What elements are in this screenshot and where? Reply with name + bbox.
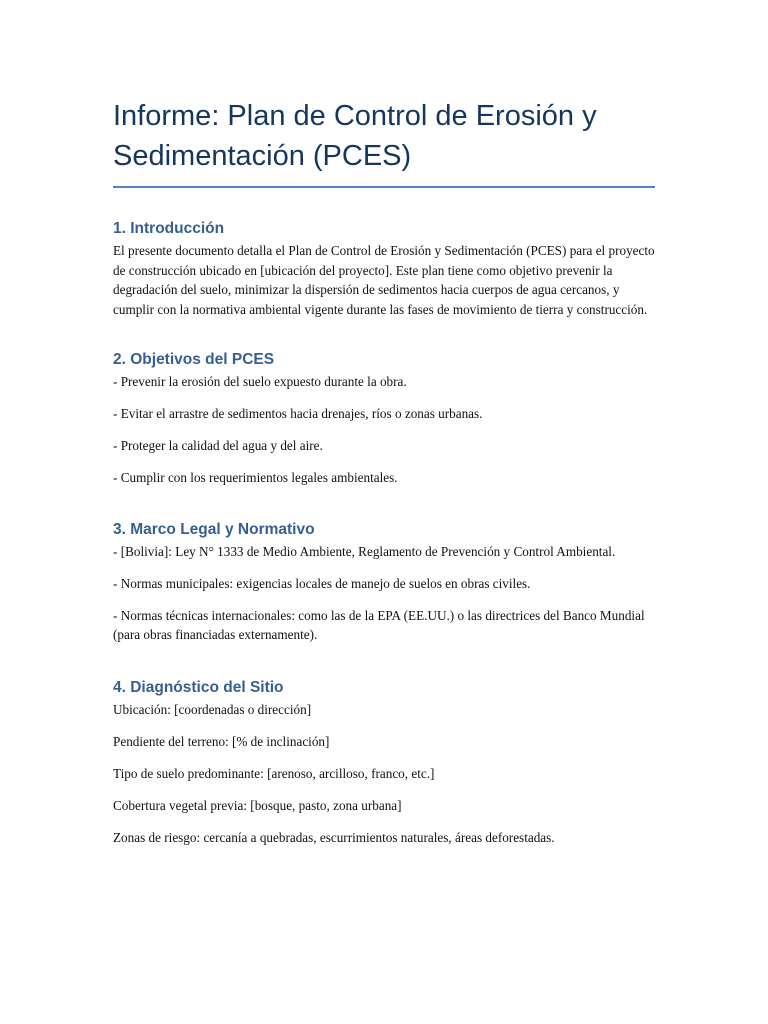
- document-title: Informe: Plan de Control de Erosión y Sedimentación (PCES): [113, 100, 597, 172]
- intro-paragraph: El presente documento detalla el Plan de Control de Erosión y Sedimentación (PCES) para el proyecto de construcción ubicado en [ubicación del proyecto]. Este plan tiene como objetivo prevenir la degradación del suelo, minimizar la dispersión de sedimentos hacia cuerpos de agua cercanos, y cumplir con la normativa ambiental vigente durante las fases de movimiento de tierra y construcción.: [113, 243, 655, 317]
- list-item: Zonas de riesgo: cercanía a quebradas, escurrimientos naturales, áreas deforestadas.: [113, 829, 555, 845]
- list-item: Cobertura vegetal previa: [bosque, pasto, zona urbana]: [113, 797, 402, 813]
- section-diagnostico: [113, 677, 655, 848]
- list-item: - Proteger la calidad del agua y del aire.: [113, 438, 323, 453]
- list-item: Tipo de suelo predominante: [arenoso, arcilloso, franco, etc.]: [113, 765, 435, 781]
- section-marco-legal: [113, 519, 655, 645]
- section-introduccion: [113, 218, 655, 319]
- list-item: - [Bolivia]: Ley N° 1333 de Medio Ambiente, Reglamento de Prevención y Control Ambiental.: [113, 543, 616, 559]
- document-page: [113, 96, 655, 847]
- title-underline-divider: [113, 186, 655, 188]
- section-heading: 4. Diagnóstico del Sitio: [113, 678, 284, 696]
- section-heading: 3. Marco Legal y Normativo: [113, 520, 315, 538]
- list-item: Ubicación: [coordenadas o dirección]: [113, 701, 312, 717]
- section-objetivos: [113, 349, 655, 488]
- section-heading: 1. Introducción: [113, 220, 225, 237]
- list-item: - Prevenir la erosión del suelo expuesto durante la obra.: [113, 374, 407, 389]
- section-heading: 2. Objetivos del PCES: [113, 351, 275, 368]
- list-item: - Normas municipales: exigencias locales de manejo de suelos en obras civiles.: [113, 575, 531, 591]
- list-item: - Evitar el arrastre de sedimentos hacia drenajes, ríos o zonas urbanas.: [113, 406, 483, 421]
- list-item: - Normas técnicas internacionales: como las de la EPA (EE.UU.) o las directrices del Banco Mundial (para obras financiadas externamente).: [113, 607, 645, 642]
- list-item: Pendiente del terreno: [% de inclinación]: [113, 733, 330, 749]
- list-item: - Cumplir con los requerimientos legales ambientales.: [113, 470, 398, 485]
